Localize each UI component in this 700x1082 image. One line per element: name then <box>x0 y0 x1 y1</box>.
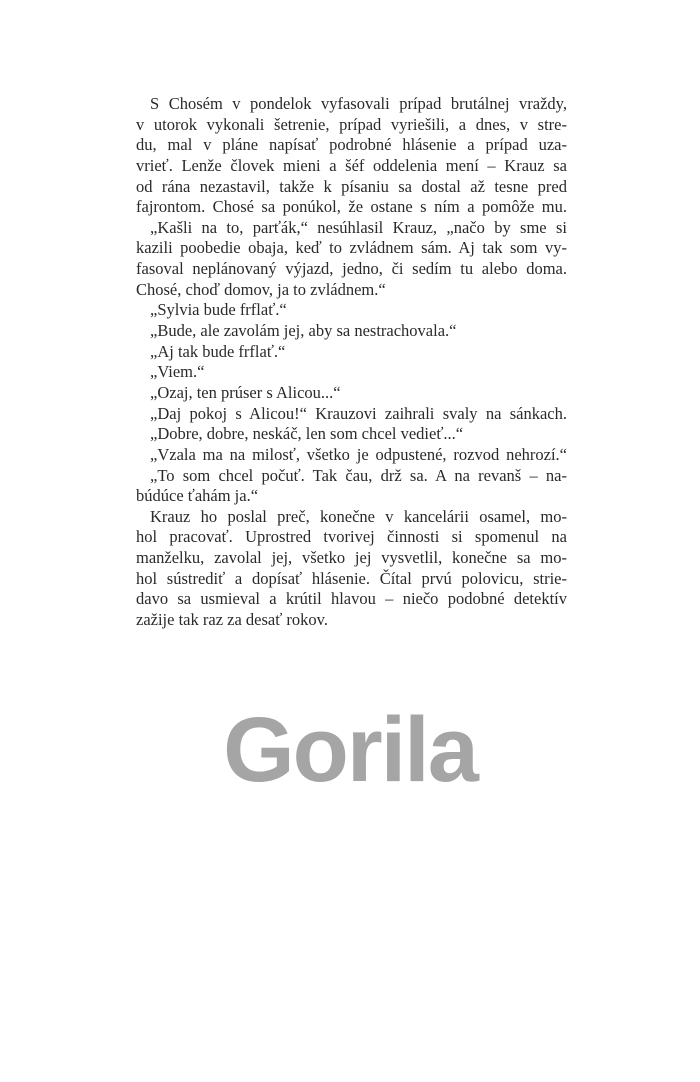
text-line <box>136 610 567 631</box>
text-line-content: Krauz ho poslal preč, konečne v kancelárii osamel, mo- <box>150 506 567 526</box>
text-line-content: S Chosém v pondelok vyfasovali prípad brutálnej vraždy, <box>150 94 567 113</box>
text-line <box>136 280 567 301</box>
text-line <box>136 300 567 321</box>
text-line <box>136 424 567 445</box>
text-line <box>136 527 567 548</box>
text-line <box>136 238 567 259</box>
text-line <box>136 197 567 218</box>
text-line <box>136 218 567 239</box>
text-line-content: fasoval neplánovaný výjazd, jedno, či sedím tu alebo doma. <box>136 259 567 279</box>
text-line <box>136 362 567 383</box>
text-line <box>136 115 567 136</box>
text-line-content: búdúce ťahám ja.“ <box>136 486 259 506</box>
text-line-content: hol pracovať. Uprostred tvorivej činnosti si spomenul na <box>136 527 567 547</box>
text-line-content: davo sa usmieval a krútil hlavou – niečo podobné detektív <box>136 589 567 609</box>
text-line <box>136 94 567 115</box>
text-line-content: kazili poobedie obaja, keď to zvládnem sám. Aj tak som vy- <box>136 238 567 258</box>
text-line <box>136 507 567 528</box>
text-line <box>136 589 567 610</box>
book-page-text <box>136 94 567 631</box>
text-line-content: „Ozaj, ten prúser s Alicou...“ <box>150 382 341 402</box>
text-line <box>136 445 567 466</box>
text-line-content: „Aj tak bude frflať.“ <box>150 341 286 361</box>
text-line-content: „To som chcel počuť. Tak čau, drž sa. A na revanš – na- <box>150 465 567 485</box>
text-line <box>136 486 567 507</box>
text-line <box>136 259 567 280</box>
text-line <box>136 135 567 156</box>
text-line <box>136 548 567 569</box>
text-line-content: „Vzala ma na milosť, všetko je odpustené, rozvod nehrozí.“ <box>150 444 567 464</box>
text-line-content: manželku, zavolal jej, všetko jej vysvetlil, konečne sa mo- <box>136 548 567 568</box>
text-line-content: „Bude, ale zavolám jej, aby sa nestrachovala.“ <box>150 321 457 341</box>
text-line-content: vrieť. Lenže človek mieni a šéf oddelenia mení – Krauz sa <box>136 155 567 175</box>
text-line-content: „Daj pokoj s Alicou!“ Krauzovi zaihrali svaly na sánkach. <box>150 403 567 423</box>
text-line <box>136 383 567 404</box>
watermark-logo: Gorila <box>223 699 477 801</box>
text-line <box>136 156 567 177</box>
text-line <box>136 569 567 590</box>
text-line <box>136 321 567 342</box>
text-line-content: fajrontom. Chosé sa ponúkol, že ostane s ním a pomôže mu. <box>136 197 567 217</box>
text-line-content: zažije tak raz za desať rokov. <box>136 610 328 630</box>
text-line-content: od rána nezastavil, takže k písaniu sa dostal až tesne pred <box>136 176 567 196</box>
text-line-content: „Viem.“ <box>150 362 205 382</box>
text-line-content: „Kašli na to, parťák,“ nesúhlasil Krauz, „načo by sme si <box>150 217 567 237</box>
text-line <box>136 177 567 198</box>
text-line <box>136 466 567 487</box>
text-line <box>136 342 567 363</box>
text-line-content: Chosé, choď domov, ja to zvládnem.“ <box>136 279 386 299</box>
text-line-content: „Sylvia bude frflať.“ <box>150 300 287 320</box>
text-line-content: du, mal v pláne napísať podrobné hlásenie a prípad uza- <box>136 135 567 155</box>
text-line-content: hol sústrediť a dopísať hlásenie. Čítal prvú polovicu, strie- <box>136 568 567 588</box>
text-line-content: „Dobre, dobre, neskáč, len som chcel vedieť...“ <box>150 424 464 444</box>
text-line <box>136 404 567 425</box>
text-line-content: v utorok vykonali šetrenie, prípad vyriešili, a dnes, v stre- <box>136 114 567 134</box>
